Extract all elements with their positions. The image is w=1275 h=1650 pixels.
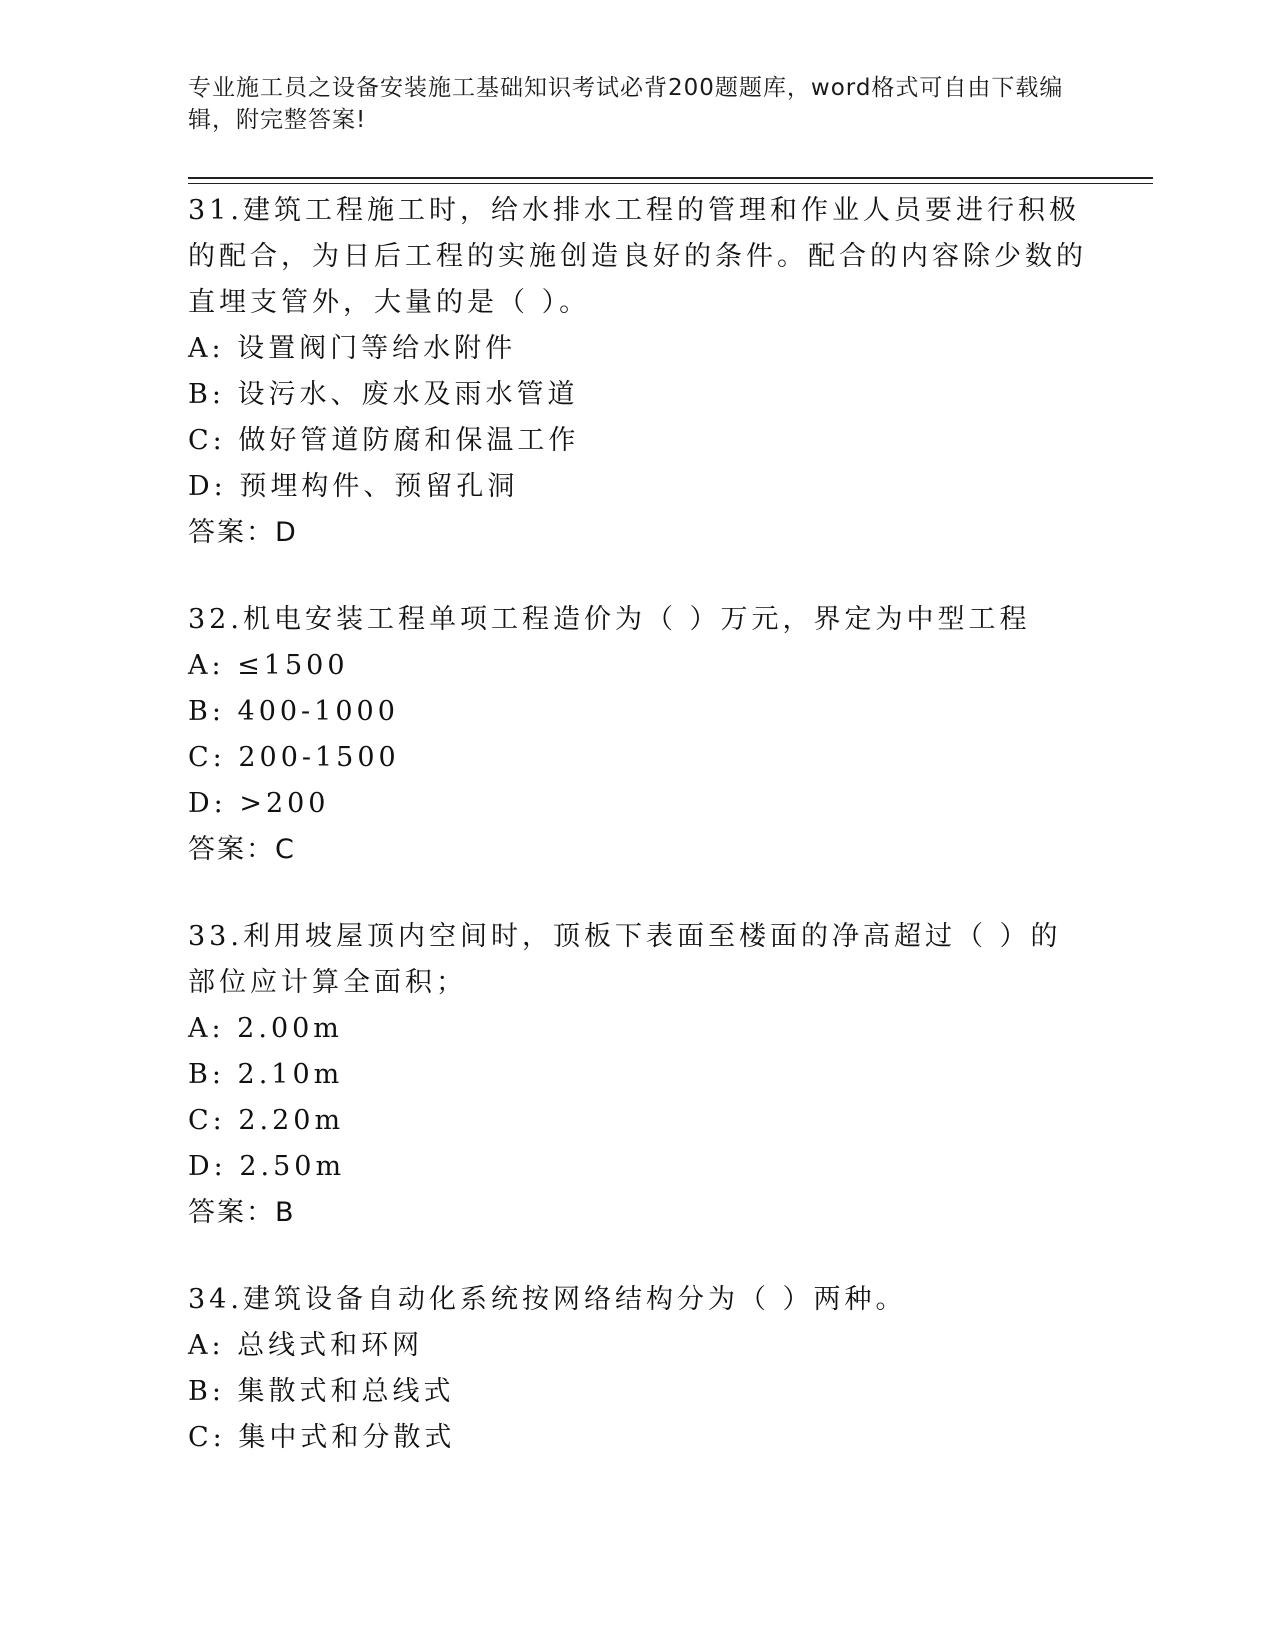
option-b: B: 2.10m: [188, 1059, 344, 1090]
question-32: [188, 597, 1088, 873]
option-d: D: 2.50m: [188, 1151, 346, 1182]
answer-line: 答案：B: [188, 1197, 296, 1228]
document-header: 专业施工员之设备安装施工基础知识考试必背200题题库，word格式可自由下载编辑，附完整答案!: [188, 75, 1064, 133]
answer-line: 答案：C: [188, 834, 296, 865]
header-divider-thick: [188, 177, 1153, 179]
question-33: [188, 914, 1088, 1236]
question-text: 32.机电安装工程单项工程造价为（ ）万元，界定为中型工程: [188, 604, 1031, 635]
option-b: B: 设污水、废水及雨水管道: [188, 379, 579, 410]
question-31: [188, 188, 1088, 556]
option-b: B: 400-1000: [188, 696, 399, 727]
answer-line: 答案：D: [188, 517, 298, 548]
option-a: A: ≤1500: [188, 650, 349, 681]
option-c: C: 200-1500: [188, 742, 400, 773]
question-text: 33.利用坡屋顶内空间时，顶板下表面至楼面的净高超过（ ）的部位应计算全面积；: [188, 921, 1062, 998]
option-a: A: 设置阀门等给水附件: [188, 333, 517, 364]
option-d: D: 预埋构件、预留孔洞: [188, 471, 519, 502]
question-text: 31.建筑工程施工时，给水排水工程的管理和作业人员要进行积极的配合，为日后工程的实施创造良好的条件。配合的内容除少数的直埋支管外，大量的是（ ）。: [188, 195, 1087, 318]
option-b: B: 集散式和总线式: [188, 1376, 455, 1407]
question-list: [188, 188, 1088, 1502]
option-a: A: 2.00m: [188, 1013, 343, 1044]
option-c: C: 做好管道防腐和保温工作: [188, 425, 580, 456]
option-d: D: >200: [188, 788, 330, 819]
option-a: A: 总线式和环网: [188, 1330, 424, 1361]
question-text: 34.建筑设备自动化系统按网络结构分为（ ）两种。: [188, 1284, 907, 1315]
question-34: [188, 1277, 1088, 1461]
option-c: C: 2.20m: [188, 1105, 345, 1136]
option-c: C: 集中式和分散式: [188, 1422, 456, 1453]
header-divider-thin: [188, 183, 1153, 184]
